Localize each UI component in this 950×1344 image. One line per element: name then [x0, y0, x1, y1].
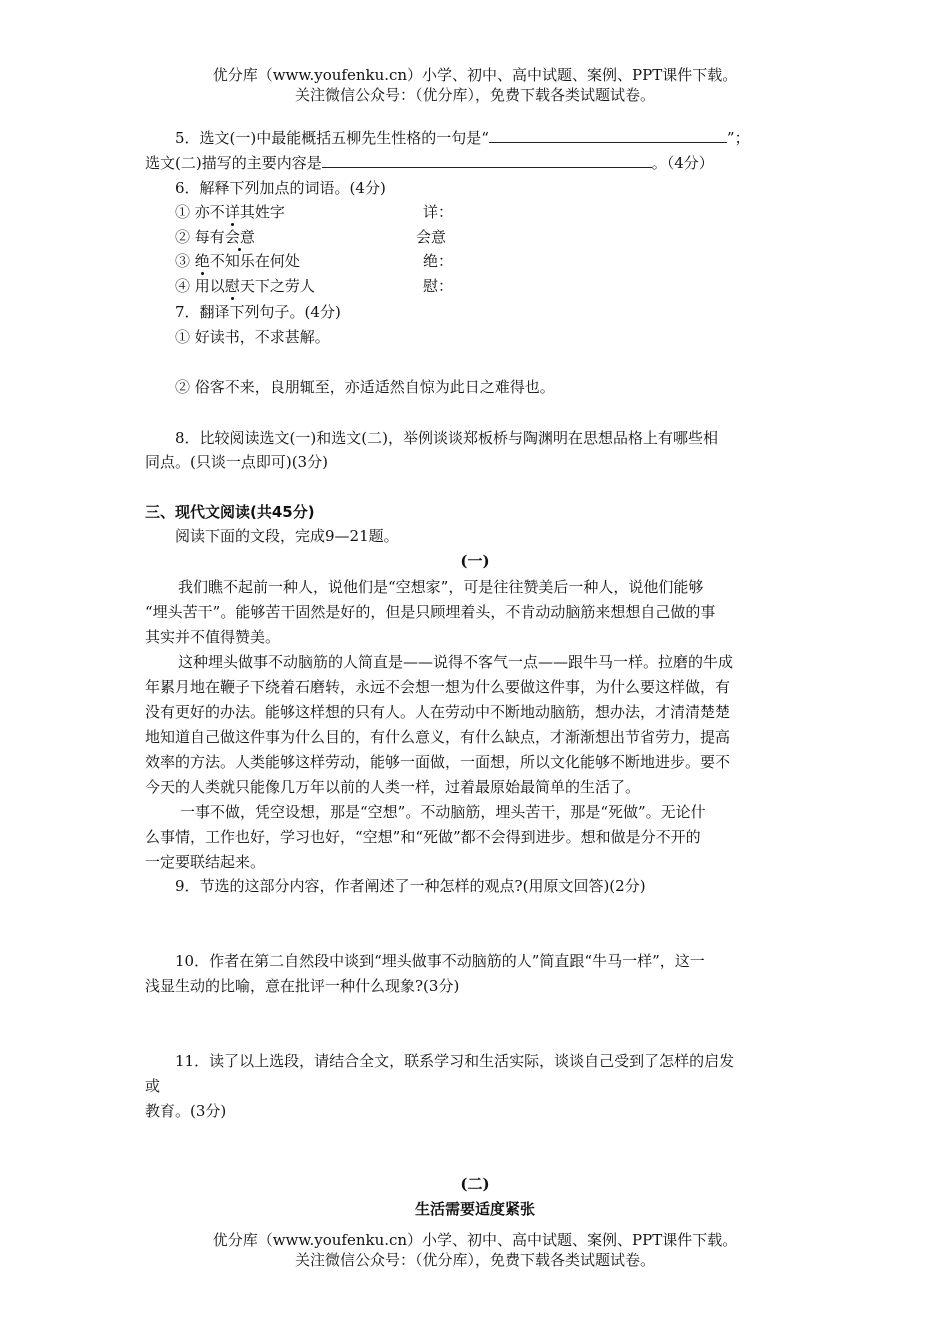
q6-item-3-dotted-word: 绝 — [194, 252, 210, 270]
passage-line: 今天的人类就只能像几万年以前的人类一样，过着最原始最简单的生活了。 — [145, 778, 641, 796]
q5-text-1: 5．选文(一)中最能概括五柳先生性格的一句是“ — [175, 129, 489, 147]
q7-sentence-1: ① 好读书，不求甚解。 — [175, 328, 330, 346]
q6-item-4-dotted-word: 慰 — [224, 277, 240, 295]
q5-answer-blank-2[interactable] — [322, 153, 652, 168]
part-2-title: 生活需要适度紧张 — [414, 1200, 535, 1218]
q6-item-3-num: ③ — [175, 252, 191, 270]
q6-item-2-pre: 每有 — [194, 228, 225, 246]
question-11-line-3: 教育。(3分) — [145, 1102, 227, 1120]
q6-item-1 — [175, 201, 285, 222]
footer-line-1: 优分库（www.youfenku.cn）小学、初中、高中试题、案例、PPT课件下载。 — [212, 1231, 738, 1249]
section-3-title: 三、现代文阅读(共45分) — [145, 503, 315, 521]
question-7-title: 7．翻译下列句子。(4分) — [175, 303, 341, 321]
q6-item-1-answer-label: 详： — [423, 203, 454, 221]
q6-item-4-answer-label: 慰： — [423, 277, 454, 295]
question-9: 9．节选的这部分内容，作者阐述了一种怎样的观点?(用原文回答)(2分) — [175, 877, 646, 895]
q6-item-2-dotted-word: 会意 — [224, 228, 255, 246]
q6-item-3-post: 不知乐在何处 — [209, 252, 300, 270]
passage-line: 没有更好的办法。能够这样想的只有人。人在劳动中不断地动脑筋，想办法，才清清楚楚 — [145, 703, 731, 721]
question-6-title: 6．解释下列加点的词语。(4分) — [175, 179, 386, 197]
question-8-line-1: 8．比较阅读选文(一)和选文(二)，举例谈谈郑板桥与陶渊明在思想品格上有哪些相 — [175, 429, 718, 447]
question-11-line-1: 11．读了以上选段，请结合全文，联系学习和生活实际，谈谈自己受到了怎样的启发 — [175, 1052, 735, 1070]
q5-text-3: 选文(二)描写的主要内容是 — [145, 154, 322, 172]
q6-item-1-pre: 亦不 — [194, 203, 225, 221]
q5-answer-blank-1[interactable] — [489, 128, 727, 143]
question-11-line-2: 或 — [145, 1077, 161, 1095]
passage-line: 一定要联结起来。 — [145, 853, 266, 871]
q6-item-2 — [175, 226, 255, 247]
q6-item-1-dotted-word: 详 — [224, 203, 240, 221]
q6-item-4-post: 天下之劳人 — [239, 277, 315, 295]
q6-item-1-num: ① — [175, 203, 191, 221]
question-8-line-2: 同点。(只谈一点即可)(3分) — [145, 453, 328, 471]
passage-line: 其实并不值得赞美。 — [145, 628, 281, 646]
q6-item-3 — [175, 250, 300, 271]
q7-sentence-2: ② 俗客不来，良朋辄至，亦适适然自惊为此日之难得也。 — [175, 378, 555, 396]
question-10-line-2: 浅显生动的比喻，意在批评一种什么现象?(3分) — [145, 977, 460, 995]
footer-line-2: 关注微信公众号：（优分库），免费下载各类试题试卷。 — [294, 1251, 655, 1269]
part-1-label: (一) — [460, 552, 490, 570]
q6-item-4 — [175, 275, 315, 296]
passage-line: 效率的方法。人类能够这样劳动，能够一面做，一面想，所以文化能够不断地进步。要不 — [145, 753, 731, 771]
q6-item-4-num: ④ — [175, 277, 191, 295]
q6-item-3-answer-label: 绝： — [423, 252, 454, 270]
passage-line: 么事情，工作也好，学习也好，“空想”和“死做”都不会得到进步。想和做是分不开的 — [145, 828, 701, 846]
passage-line: 年累月地在鞭子下绕着石磨转，永远不会想一想为什么要做这件事，为什么要这样做，有 — [145, 678, 731, 696]
question-5-line-2 — [145, 152, 714, 173]
question-10-line-1: 10．作者在第二自然段中谈到“埋头做事不动脑筋的人”简直跟“牛马一样”，这一 — [175, 952, 705, 970]
section-3-intro: 阅读下面的文段，完成9—21题。 — [175, 527, 399, 545]
passage-line: “埋头苦干”。能够苦干固然是好的，但是只顾埋着头，不肯动动脑筋来想想自己做的事 — [145, 603, 716, 621]
question-5-line-1 — [175, 127, 750, 148]
passage-line: 地知道自己做这件事为什么目的，有什么意义，有什么缺点，才渐渐想出节省劳力，提高 — [145, 728, 731, 746]
header-line-2: 关注微信公众号：（优分库），免费下载各类试题试卷。 — [294, 86, 655, 104]
q5-text-2: ”； — [726, 129, 750, 147]
passage-line: 一事不做，凭空设想，那是“空想”。不动脑筋，埋头苦干，那是“死做”。无论什 — [180, 803, 706, 821]
q6-item-2-num: ② — [175, 228, 191, 246]
q6-item-4-pre: 用以 — [194, 277, 225, 295]
part-2-label: (二) — [460, 1175, 490, 1193]
q6-item-1-post: 其姓字 — [239, 203, 285, 221]
passage-line: 我们瞧不起前一种人，说他们是“空想家”，可是往往赞美后一种人，说他们能够 — [178, 578, 704, 596]
header-line-1: 优分库（www.youfenku.cn）小学、初中、高中试题、案例、PPT课件下载。 — [212, 66, 738, 84]
passage-line: 这种埋头做事不动脑筋的人简直是——说得不客气一点——跟牛马一样。拉磨的牛成 — [178, 653, 734, 671]
q6-item-2-answer-label: 会意 — [416, 228, 447, 246]
q5-text-4: 。（4分） — [651, 154, 714, 172]
